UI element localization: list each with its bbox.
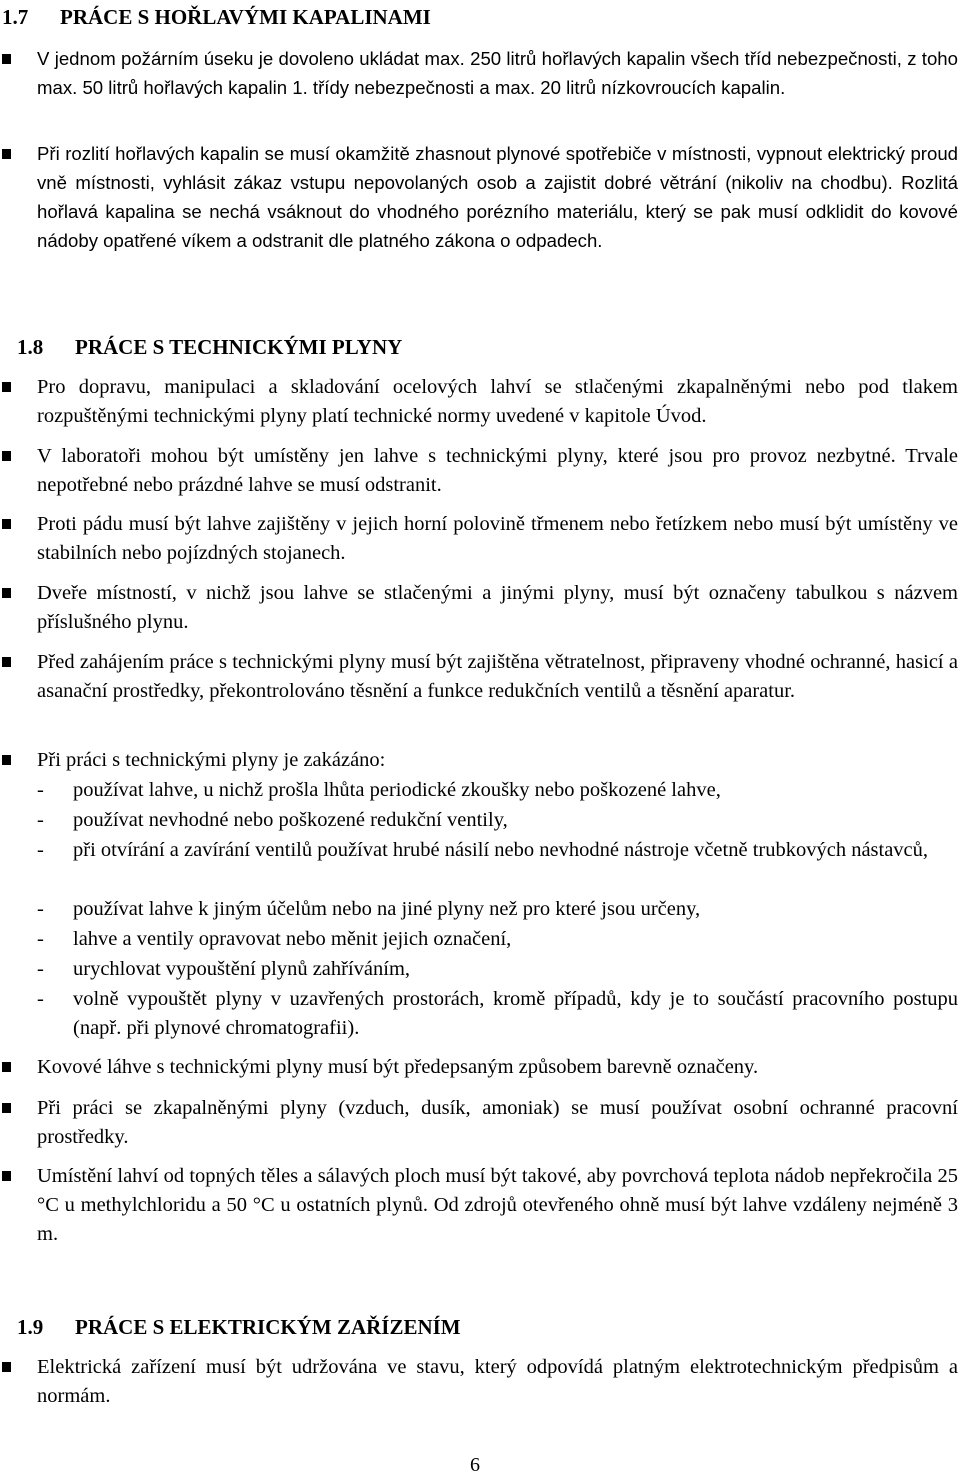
list-item-text: Při rozlití hořlavých kapalin se musí okamžitě zhasnout plynové spotřebiče v místnosti, vypnout elektrický proud vně místnosti, vyhlásit zákaz vstupu nepovolaných osob a zajistit dobré větrání (nikoliv na chodbu). Rozlitá hořlavá kapalina se nechá vsáknout do vhodného porézního materiálu, který se pak musí odklidit do kovové nádoby opatřené víkem a odstranit dle platného zákona o odpadech.: [37, 143, 958, 251]
dash-item: [37, 806, 958, 835]
list-item-text: Při práci se zkapalněnými plyny (vzduch, dusík, amoniak) se musí používat osobní ochranné pracovní prostředky.: [37, 1097, 958, 1148]
bullet-icon: [2, 149, 11, 159]
dash-item-text: volně vypouštět plyny v uzavřených prostorách, kromě případů, kdy je to součástí pracovního postupu (např. při plynové chromatografii).: [73, 988, 958, 1039]
bullet-icon: [2, 54, 11, 64]
bullet-icon: [2, 1362, 11, 1372]
dash-item: [37, 925, 958, 954]
dash-icon: -: [37, 928, 44, 950]
list-item: [37, 579, 958, 637]
dash-item: [37, 836, 958, 865]
dash-icon: -: [37, 958, 44, 980]
heading-number: 1.8: [17, 335, 44, 359]
heading-1-7: [2, 3, 431, 32]
list-item-text: Elektrická zařízení musí být udržována ve stavu, který odpovídá platným elektrotechnickým předpisům a normám.: [37, 1356, 958, 1407]
dash-icon: -: [37, 779, 44, 801]
list-item: [37, 139, 958, 255]
page-number: 6: [470, 1454, 480, 1476]
dash-item: [37, 776, 958, 805]
heading-number: 1.9: [17, 1315, 44, 1339]
bullet-icon: [2, 519, 11, 529]
dash-item-text: používat lahve, u nichž prošla lhůta periodické zkoušky nebo poškozené lahve,: [73, 779, 721, 801]
heading-title: PRÁCE S ELEKTRICKÝM ZAŘÍZENÍM: [75, 1315, 461, 1339]
dash-icon: -: [37, 898, 44, 920]
bullet-icon: [2, 755, 11, 765]
list-item: [37, 1094, 958, 1152]
dash-item-text: používat lahve k jiným účelům nebo na jiné plyny než pro které jsou určeny,: [73, 898, 701, 920]
heading-1-8: [17, 333, 402, 362]
list-item: [37, 44, 958, 102]
bullet-icon: [2, 451, 11, 461]
heading-title: PRÁCE S TECHNICKÝMI PLYNY: [75, 335, 403, 359]
heading-title: PRÁCE S HOŘLAVÝMI KAPALINAMI: [60, 5, 431, 29]
bullet-icon: [2, 1062, 11, 1072]
heading-number: 1.7: [2, 5, 29, 29]
list-item-text: Dveře místností, v nichž jsou lahve se stlačenými a jinými plyny, musí být označeny tabulkou s názvem příslušného plynu.: [37, 582, 958, 633]
dash-item: [37, 895, 958, 924]
dash-icon: -: [37, 988, 44, 1010]
dash-icon: -: [37, 809, 44, 831]
list-item: [37, 442, 958, 500]
list-item-text: Proti pádu musí být lahve zajištěny v jejich horní polovině třmenem nebo řetízkem nebo musí být umístěny ve stabilních nebo pojízdných stojanech.: [37, 513, 958, 564]
list-item: [37, 1053, 958, 1082]
dash-icon: -: [37, 839, 44, 861]
list-item: [37, 648, 958, 706]
list-item: [37, 1162, 958, 1249]
list-item-text: V laboratoři mohou být umístěny jen lahve s technickými plyny, které jsou pro provoz nezbytné. Trvale nepotřebné nebo prázdné lahve se musí odstranit.: [37, 445, 958, 496]
bullet-icon: [2, 657, 11, 667]
dash-item: [37, 955, 958, 984]
dash-item-text: používat nevhodné nebo poškozené redukční ventily,: [73, 809, 508, 831]
list-item-text: Kovové láhve s technickými plyny musí být předepsaným způsobem barevně označeny.: [37, 1056, 759, 1078]
list-item-text: Pro dopravu, manipulaci a skladování ocelových lahví se stlačenými zkapalněnými nebo pod tlakem rozpuštěnými technickými plyny platí technické normy uvedené v kapitole Úvod.: [37, 376, 958, 427]
list-item-text: V jednom požárním úseku je dovoleno ukládat max. 250 litrů hořlavých kapalin všech tříd nebezpečnosti, z toho max. 50 litrů hořlavých kapalin 1. třídy nebezpečnosti a max. 20 litrů nízkovroucích kapalin.: [37, 48, 958, 98]
list-item-text: Před zahájením práce s technickými plyny musí být zajištěna větratelnost, připraveny vhodné ochranné, hasicí a asanační prostředky, překontrolováno těsnění a funkce redukčních ventilů a těsnění aparatur.: [37, 651, 958, 702]
bullet-icon: [2, 1171, 11, 1181]
bullet-icon: [2, 1103, 11, 1113]
list-item: [37, 373, 958, 431]
list-item-text: Umístění lahví od topných těles a sálavých ploch musí být takové, aby povrchová teplota nádob nepřekročila 25 °C u methylchloridu a 50 °C u ostatních plynů. Od zdrojů otevřeného ohně musí být lahve vzdáleny nejméně 3 m.: [37, 1165, 958, 1245]
list-item: [37, 1353, 958, 1411]
heading-1-9: [17, 1313, 461, 1342]
bullet-icon: [2, 382, 11, 392]
list-item: [37, 510, 958, 568]
dash-item-text: při otvírání a zavírání ventilů používat hrubé násilí nebo nevhodné nástroje včetně trubkových nástavců,: [73, 839, 929, 861]
dash-item: [37, 985, 958, 1043]
list-item: [37, 746, 958, 775]
list-item-text: Při práci s technickými plyny je zakázáno:: [37, 749, 386, 771]
dash-item-text: lahve a ventily opravovat nebo měnit jejich označení,: [73, 928, 512, 950]
dash-item-text: urychlovat vypouštění plynů zahříváním,: [73, 958, 411, 980]
bullet-icon: [2, 588, 11, 598]
